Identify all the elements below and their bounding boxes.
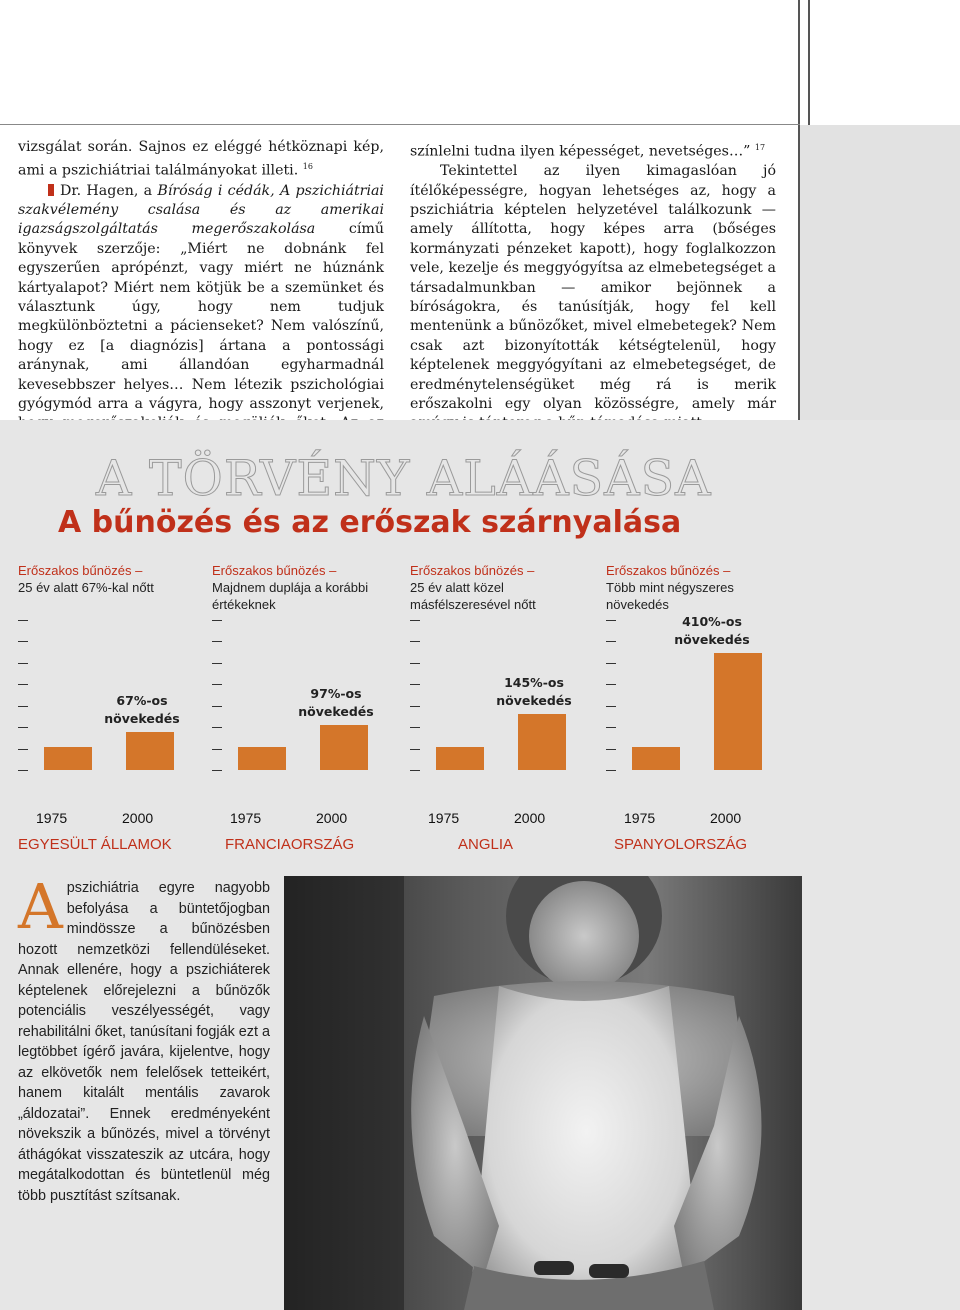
year-label: 1975 [624, 810, 656, 826]
year-label: 1975 [230, 810, 262, 826]
bar-label-value: 67%-os [116, 692, 168, 708]
chart-heading-label: Erőszakos bűnözés – [18, 563, 143, 578]
country-label: FRANCIAORSZÁG [225, 836, 355, 853]
axis-tick [606, 620, 616, 621]
bar-data-label [97, 692, 187, 728]
bar-label-value: 145%-os [504, 674, 564, 690]
axis-tick [212, 684, 222, 685]
axis-tick [18, 727, 28, 728]
year-label: 2000 [514, 810, 546, 826]
axis-tick [18, 684, 28, 685]
year-label: 2000 [710, 810, 742, 826]
chart-description: 25 év alatt közel másfélszeresével nőtt [410, 580, 536, 612]
bar-2000 [126, 732, 174, 770]
axis-tick [212, 663, 222, 664]
chart-heading-label: Erőszakos bűnözés – [410, 563, 535, 578]
bar-1975 [238, 747, 286, 770]
section-marker-icon [48, 184, 54, 196]
bar-label-word: növekedés [674, 631, 750, 647]
paragraph: Tekintettel az ilyen kimagaslóan jó ítélőképességre, hogyan lehetséges az, hogy a pszichiátria képtelen helyzetével találkozunk — amely állította, hogy képes arra (bőséges kormányzati pénzeket kapott), hogy foglalkozzon vele, kezelje és meggyógyítsa az elmebetegséget a társadalmunkban — amikor bejönnek a bíróságokra, és tanúsítják, hogy fel kell mentenünk a bűnözőket, mivel elmebetegek? Nem csak azt bizonyították kétségtelenül, hogy képtelenek meggyógyítani az elmebetegséget, de eredménytelenségüket még rá is merik erőszakolni egy olyan közösségre, amely már [410, 163, 776, 413]
chart-heading [606, 562, 796, 613]
bar-label-word: növekedés [104, 710, 180, 726]
bar-label-value: 410%-os [682, 613, 742, 629]
dropcap: A [18, 870, 63, 943]
top-divider [0, 124, 800, 125]
axis-tick [212, 620, 222, 621]
country-label: EGYESÜLT ÁLLAMOK [18, 836, 172, 853]
axis-tick [606, 684, 616, 685]
axis-tick [606, 727, 616, 728]
bar-1975 [436, 747, 484, 770]
country-label: ANGLIA [458, 836, 514, 853]
axis-tick [606, 706, 616, 707]
chart-heading [212, 562, 402, 613]
axis-tick [410, 706, 420, 707]
axis-tick [410, 663, 420, 664]
handcuffed-man-photo [284, 876, 802, 1310]
axis-tick [606, 663, 616, 664]
axis-tick [606, 749, 616, 750]
axis-tick [18, 663, 28, 664]
axis-tick [212, 641, 222, 642]
bar-1975 [44, 747, 92, 770]
chart-heading-label: Erőszakos bűnözés – [212, 563, 337, 578]
bar-data-label [489, 674, 579, 710]
bar-2000 [320, 725, 368, 770]
axis-tick [410, 770, 420, 771]
year-label: 1975 [36, 810, 68, 826]
axis-tick [410, 620, 420, 621]
paragraph: színlelni tudna ilyen képességet, nevetséges…” $^{17}$ [410, 143, 766, 160]
chart-heading-label: Erőszakos bűnözés – [606, 563, 731, 578]
bar-data-label [667, 613, 757, 649]
footnote-ref: 17 [754, 143, 766, 152]
photo-illustration [284, 876, 802, 1310]
bar-label-value: 97%-os [310, 685, 362, 701]
chart-heading [410, 562, 600, 613]
axis-tick [18, 770, 28, 771]
sidebar-body: pszichiátria egyre nagyobb befolyása a büntetőjogban mindössze a bűnözésben hozott nemzetközi fellendüléseket. Annak ellenére, hogy a pszichiáterek képtelenek előrejelezni a bűnözők potenciális veszélyességét, vagy rehabilitálni őket, tanúsítani fogják ezt a legtöbbet ígérő javára, kijelentve, hogy az elkövetők nem felelősek tetteikért, hanem kitalált mentális zavarok „áldozatai”. Ennek eredményeként növekszik a bűnözés, mivel a törvényt áthágókat visszateszik az utcára, hogy megátalkodottan és büntetlenül még több pusztítást szítsanak. [18, 880, 270, 1204]
bar-2000 [714, 653, 762, 770]
country-label: SPANYOLORSZÁG [614, 836, 748, 853]
axis-tick [212, 706, 222, 707]
paragraph: vizsgálat során. Sajnos ez eléggé hétköznapi kép, ami a pszichiátriai találmányokat illeti. $^{16}$ [18, 139, 384, 180]
bar-2000 [518, 714, 566, 770]
paragraph: Dr. Hagen, a Bíróság i cédák, A pszichiátriai szakvélemény csalása és az amerikai igazságszolgáltatás megerőszakolása című könyvek szerzője: „Miért ne dobnánk fel egyszerűen aprópénzt, vagy miért ne húznánk kártyalapot? Miért nem kötjük be a szemünket és választunk úgy, hogy nem tudjuk megkülönböztetni a pácienseket? Nem valószínű, hogy ez [a diagnózis] ártana a pontossági aránynak, ami állandóan egyharmadnál kevesebbszer helyes… Nem létezik pszichológiai gyógymód arra a vágyra, hogy asszonyt verjenek, [18, 182, 384, 413]
section-subtitle: A bűnözés és az erőszak szárnyalása [58, 505, 682, 540]
section-title: A TÖRVÉNY ALÁÁSÁSA [96, 450, 712, 507]
sidebar-text [18, 870, 270, 1206]
axis-tick [410, 727, 420, 728]
margin-gray-block [800, 125, 960, 420]
bar-1975 [632, 747, 680, 770]
axis-tick [212, 727, 222, 728]
year-label: 1975 [428, 810, 460, 826]
bar-data-label [291, 685, 381, 721]
article-left-column [18, 138, 384, 453]
chart-description: Több mint négyszeres növekedés [606, 580, 734, 612]
chart-heading [18, 562, 208, 596]
axis-tick [410, 641, 420, 642]
axis-tick [606, 770, 616, 771]
chart-description: Majdnem duplája a korábbi értékeknek [212, 580, 369, 612]
bar-label-word: növekedés [496, 692, 572, 708]
bar-label-word: növekedés [298, 703, 374, 719]
article-right-column [410, 138, 776, 434]
axis-tick [212, 770, 222, 771]
axis-tick [212, 749, 222, 750]
axis-tick [18, 641, 28, 642]
year-label: 2000 [316, 810, 348, 826]
footnote-ref: 16 [302, 162, 313, 172]
axis-tick [410, 684, 420, 685]
chart-description: 25 év alatt 67%-kal nőtt [18, 580, 154, 595]
axis-tick [410, 749, 420, 750]
year-label: 2000 [122, 810, 154, 826]
axis-tick [18, 749, 28, 750]
axis-tick [606, 641, 616, 642]
axis-tick [18, 706, 28, 707]
axis-tick [18, 620, 28, 621]
